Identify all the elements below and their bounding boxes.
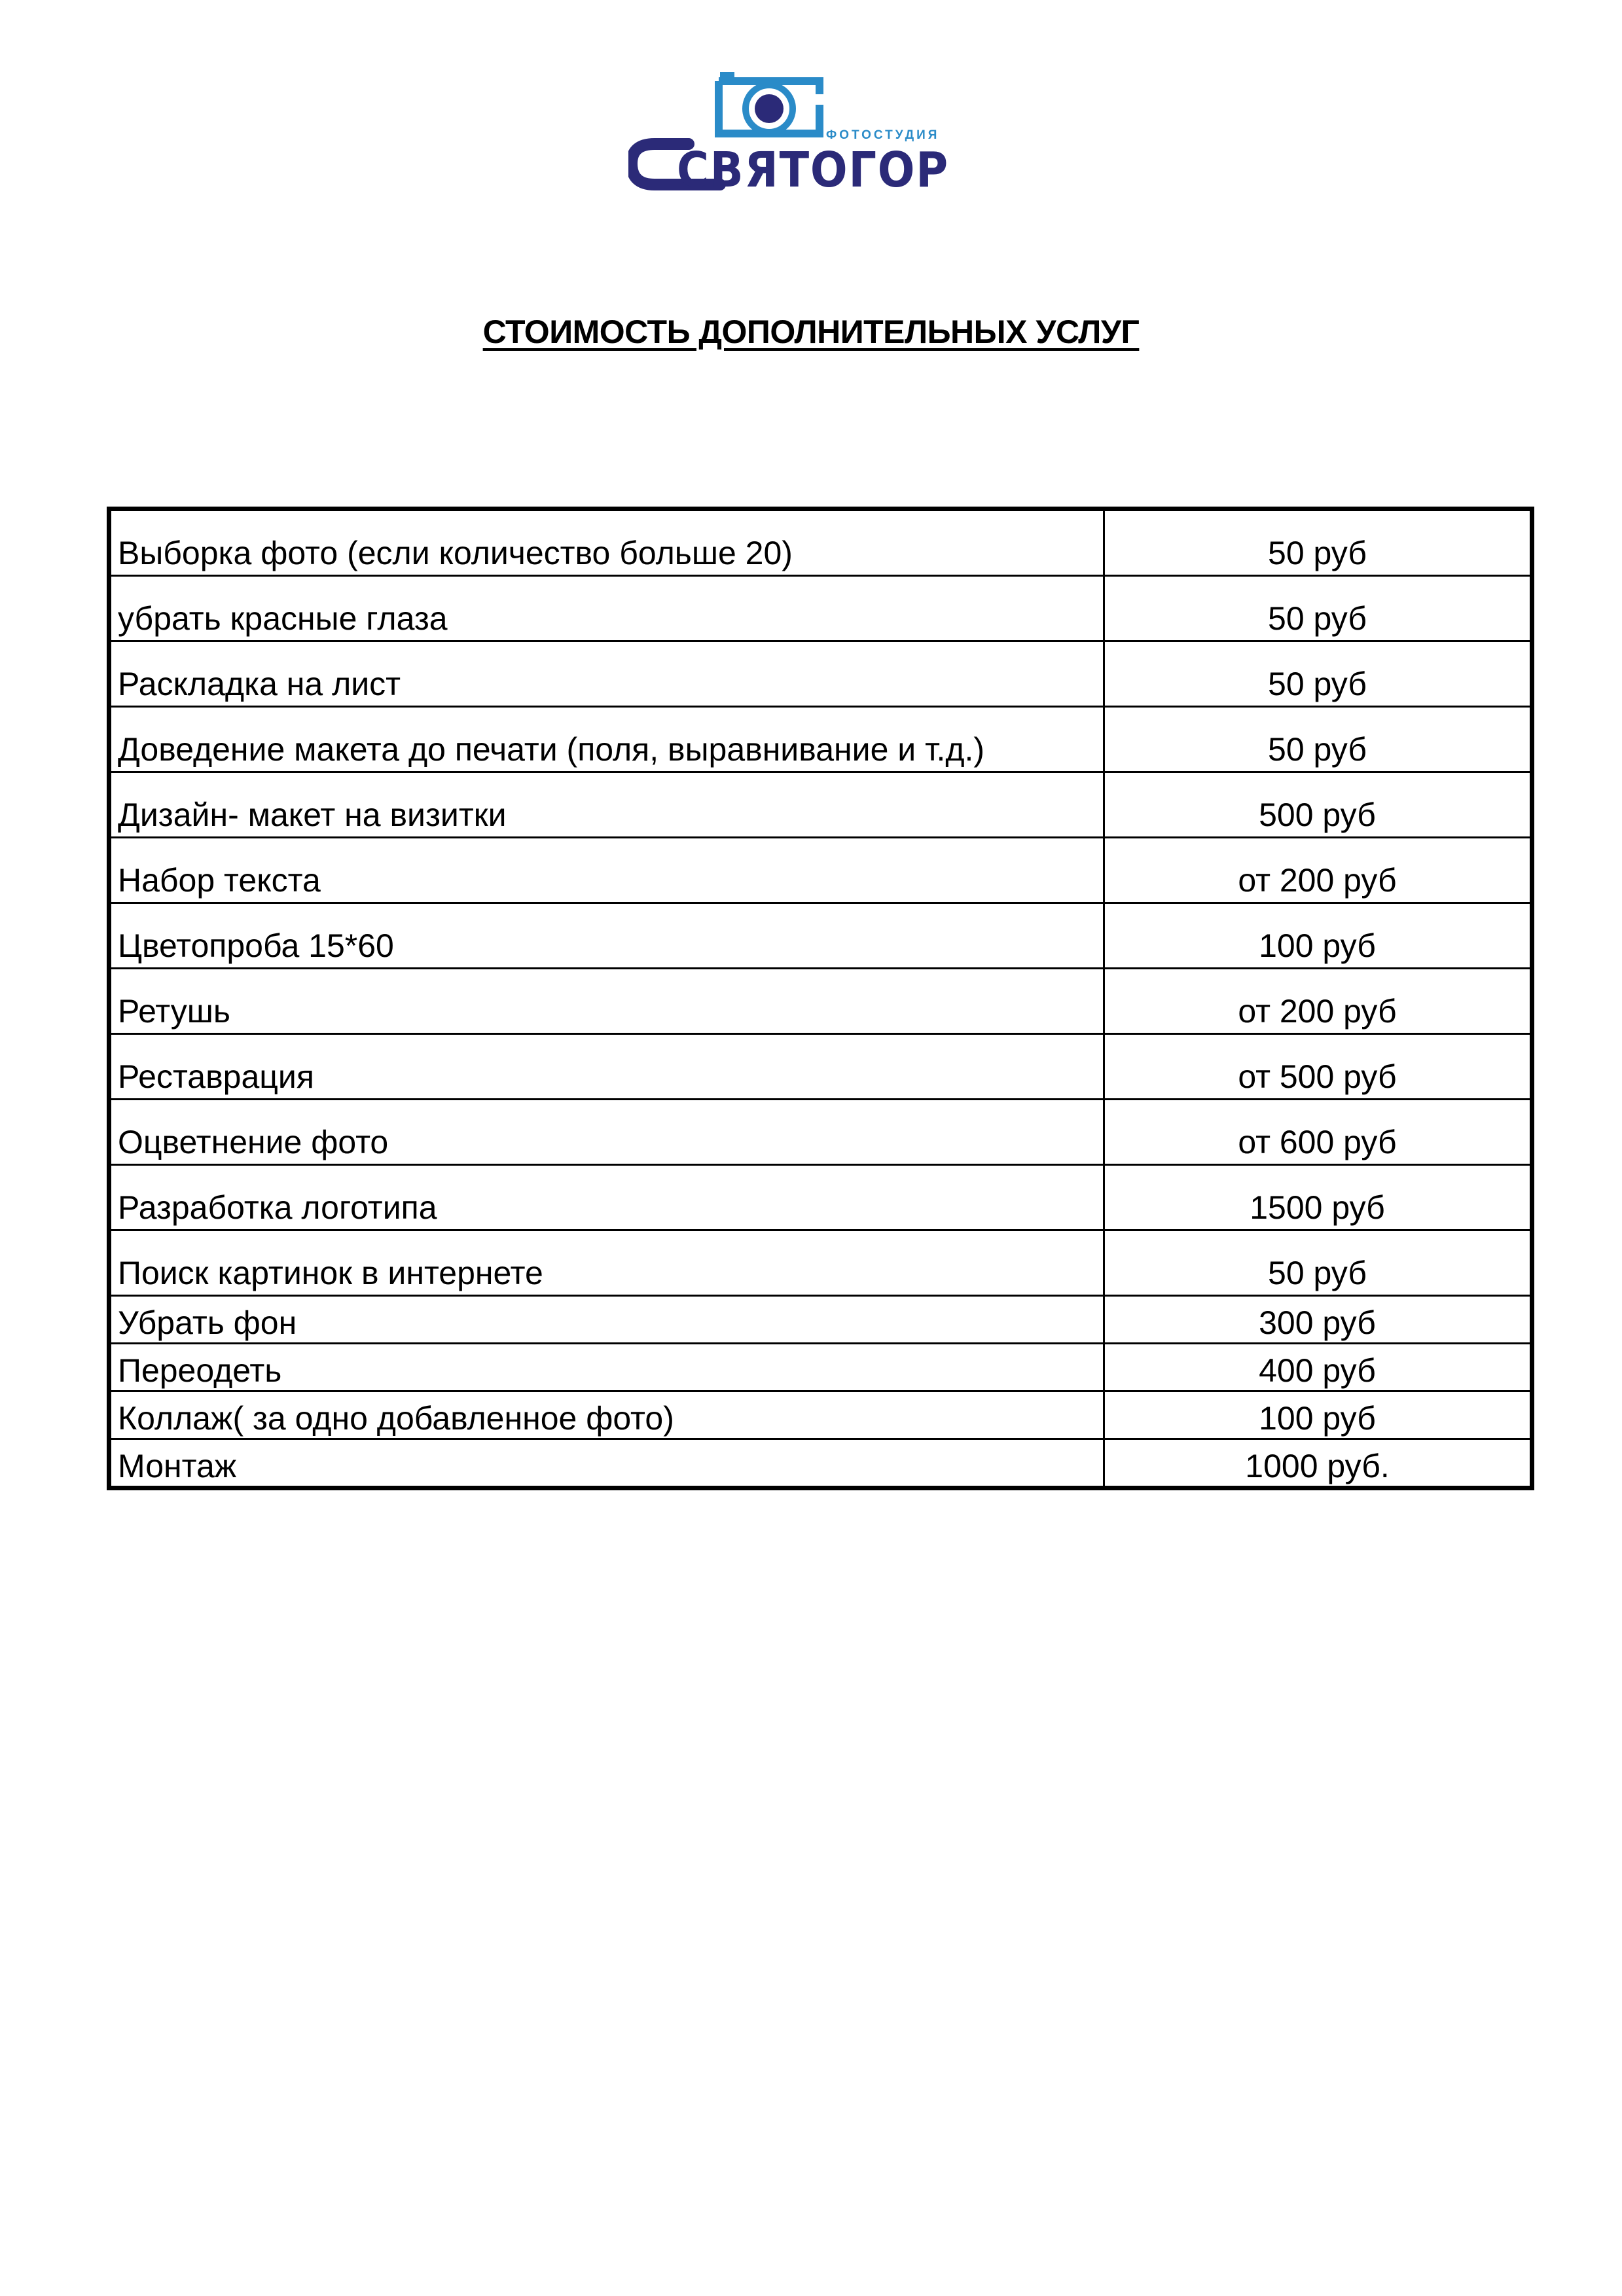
table-row xyxy=(109,641,1532,707)
service-price: 50 руб xyxy=(1104,641,1532,707)
logo-brand-name: СВЯТОГОР xyxy=(677,142,949,198)
table-row xyxy=(109,772,1532,838)
service-name: Убрать фон xyxy=(109,1296,1104,1344)
service-name: Переодеть xyxy=(109,1344,1104,1391)
price-table-body xyxy=(109,509,1532,1488)
service-price: от 600 руб xyxy=(1104,1100,1532,1165)
service-price: 500 руб xyxy=(1104,772,1532,838)
service-name: Реставрация xyxy=(109,1034,1104,1100)
table-row xyxy=(109,576,1532,641)
table-row xyxy=(109,1165,1532,1230)
price-table xyxy=(107,507,1534,1490)
table-row xyxy=(109,1230,1532,1296)
table-row xyxy=(109,1391,1532,1439)
service-name: Дизайн- макет на визитки xyxy=(109,772,1104,838)
service-name: убрать красные глаза xyxy=(109,576,1104,641)
service-price: 50 руб xyxy=(1104,576,1532,641)
service-name: Цветопроба 15*60 xyxy=(109,903,1104,969)
service-name: Ретушь xyxy=(109,969,1104,1034)
page-title: СТОИМОСТЬ ДОПОЛНИТЕЛЬНЫХ УСЛУГ xyxy=(482,314,1140,350)
table-row xyxy=(109,1034,1532,1100)
service-price: от 200 руб xyxy=(1104,969,1532,1034)
service-price: от 200 руб xyxy=(1104,838,1532,903)
table-row xyxy=(109,969,1532,1034)
studio-logo xyxy=(628,65,969,203)
service-name: Монтаж xyxy=(109,1439,1104,1488)
table-row xyxy=(109,903,1532,969)
camera-icon xyxy=(719,72,820,134)
service-name: Разработка логотипа xyxy=(109,1165,1104,1230)
service-name: Выборка фото (если количество больше 20) xyxy=(109,509,1104,576)
service-price: 100 руб xyxy=(1104,1391,1532,1439)
service-price: от 500 руб xyxy=(1104,1034,1532,1100)
service-price: 50 руб xyxy=(1104,509,1532,576)
service-name: Набор текста xyxy=(109,838,1104,903)
logo-tagline: ФОТОСТУДИЯ xyxy=(826,128,940,142)
service-name: Поиск картинок в интернете xyxy=(109,1230,1104,1296)
service-name: Доведение макета до печати (поля, выравнивание и т.д.) xyxy=(109,707,1104,772)
table-row xyxy=(109,1344,1532,1391)
table-row xyxy=(109,707,1532,772)
service-price: 50 руб xyxy=(1104,707,1532,772)
service-price: 50 руб xyxy=(1104,1230,1532,1296)
table-row xyxy=(109,1296,1532,1344)
service-price: 1500 руб xyxy=(1104,1165,1532,1230)
service-name: Оцветнение фото xyxy=(109,1100,1104,1165)
service-price: 1000 руб. xyxy=(1104,1439,1532,1488)
table-row xyxy=(109,1100,1532,1165)
table-row xyxy=(109,1439,1532,1488)
table-row xyxy=(109,838,1532,903)
service-name: Раскладка на лист xyxy=(109,641,1104,707)
table-row xyxy=(109,509,1532,576)
service-name: Коллаж( за одно добавленное фото) xyxy=(109,1391,1104,1439)
service-price: 400 руб xyxy=(1104,1344,1532,1391)
service-price: 300 руб xyxy=(1104,1296,1532,1344)
service-price: 100 руб xyxy=(1104,903,1532,969)
